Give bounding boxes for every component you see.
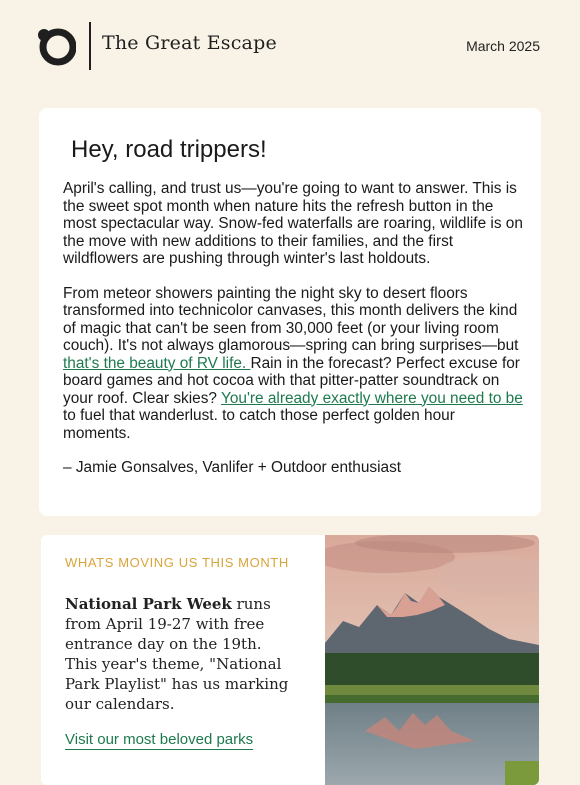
feature-highlight: National Park Week bbox=[65, 595, 232, 613]
feature-eyebrow: WHATS MOVING US THIS MONTH bbox=[65, 555, 289, 570]
feature-line-1-rest: runs from April 19-27 with free entrance day on the 19th. bbox=[65, 595, 271, 653]
rv-life-link[interactable]: that's the beauty of RV life. bbox=[63, 354, 251, 372]
email-header bbox=[0, 0, 580, 95]
brand-name[interactable]: The Great Escape bbox=[102, 32, 277, 54]
paragraph-2-text-b: Rain in the forecast? Perfect excuse for board games and hot cocoa with that pitter-patter soundtrack on your roof. Clear skies? bbox=[63, 354, 520, 407]
intro-paragraph-1: April's calling, and trust us—you're going to want to answer. This is the sweet spot month when nature hits the refresh button in the most spectacular way. Snow-fed waterfalls are roaring, wildlife is on the move with new additions to their families, and the first wildflowers are pushing through winter's last holdouts. bbox=[63, 180, 523, 267]
feature-line-2: This year's theme, "National Park Playlist" has us marking our calendars. bbox=[65, 655, 289, 713]
greeting-heading: Hey, road trippers! bbox=[71, 136, 267, 163]
paragraph-2-text-a: From meteor showers painting the night sky to desert floors transformed into technicolor canvases, this month delivers the kind of magic that can't be seen from 30,000 feet (or your living room couch). It's not always glamorous—spring can bring surprises—but bbox=[63, 284, 519, 354]
paragraph-2-text-c: to fuel that wanderlust. to catch those perfect golden hour moments. bbox=[63, 407, 455, 442]
intro-card bbox=[39, 108, 541, 516]
feature-card bbox=[41, 535, 539, 785]
feature-line-1 bbox=[65, 594, 301, 654]
visit-parks-link[interactable]: Visit our most beloved parks bbox=[65, 731, 254, 748]
issue-date: March 2025 bbox=[466, 38, 540, 54]
wanderlust-link[interactable]: You're already exactly where you need to be bbox=[220, 389, 523, 407]
intro-paragraph-2 bbox=[63, 285, 523, 443]
intro-body bbox=[63, 180, 523, 494]
brand-divider bbox=[89, 22, 91, 70]
mountain-lake-photo[interactable] bbox=[325, 535, 539, 785]
signature: – Jamie Gonsalves, Vanlifer + Outdoor enthusiast bbox=[63, 459, 402, 476]
feature-copy bbox=[65, 594, 301, 714]
brand-logo-icon[interactable] bbox=[36, 26, 76, 66]
